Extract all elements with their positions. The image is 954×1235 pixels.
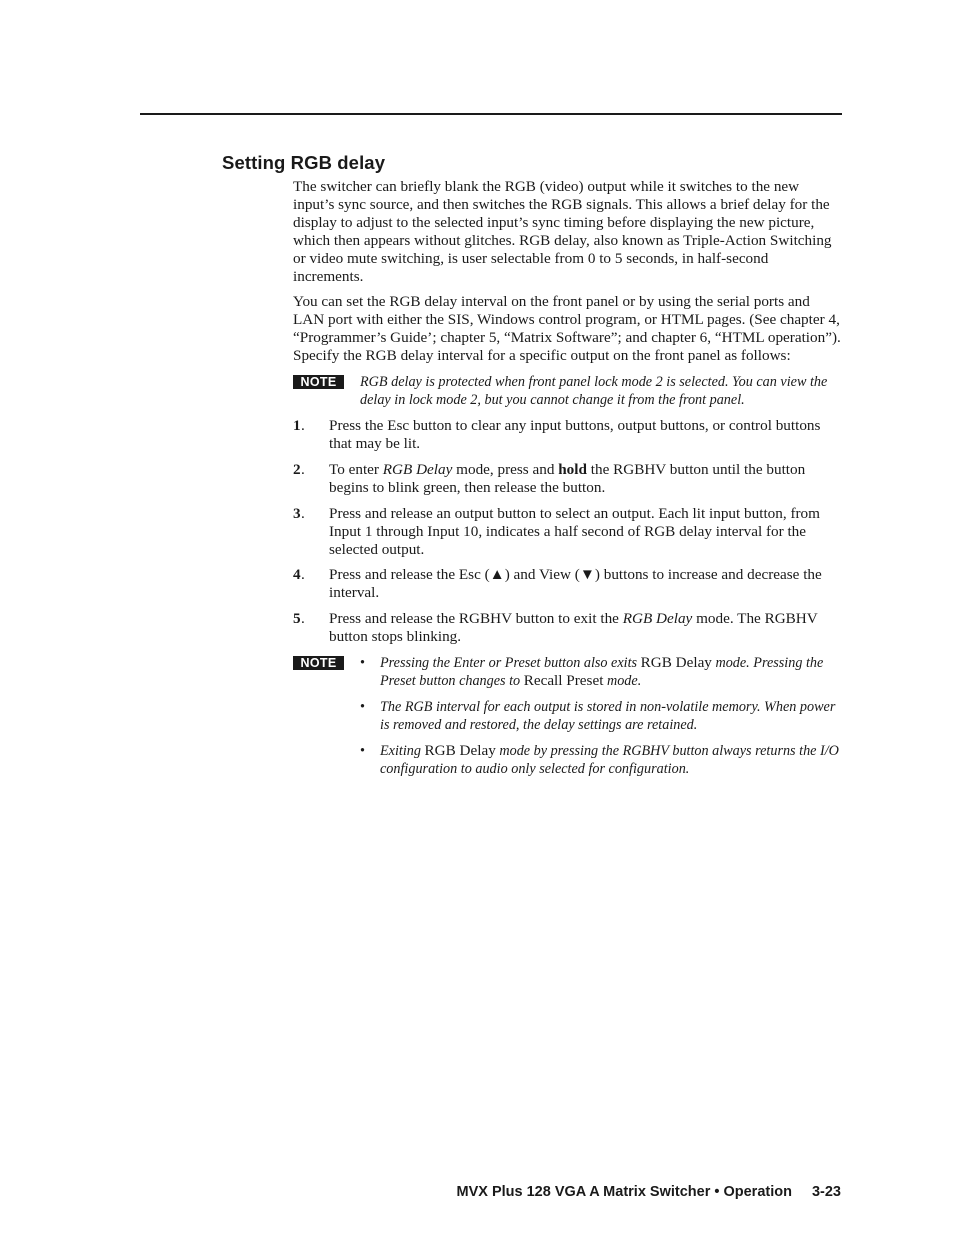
step-text: Press the Esc button to clear any input buttons, output buttons, or control buttons that may be lit. [329,417,821,452]
note-bullet [360,742,841,778]
step-number: 2 [293,460,301,478]
step-text: Press and release the Esc (▲) and View (▼) buttons to increase and decrease the interval. [329,566,822,602]
mode-name: RGB Delay [640,654,712,672]
step-item [293,610,841,646]
step-number: 3 [293,504,301,522]
note-mode-behavior [293,654,841,778]
mode-name: RGB Delay [622,610,693,628]
step-number-dot: . [301,610,305,628]
note-bullet [360,698,841,734]
bullet-icon: • [360,743,365,760]
paragraph-intro: The switcher can briefly blank the RGB (video) output while it switches to the new input’s sync source, and then switches the RGB signals. This allows a brief delay for the display to adjust to the selected input’s sync timing before displaying the new picture, which then appears without glitches. RGB delay, also known as Triple-Action Switching or video mute switching, is user selectable from 0 to 5 seconds, in half-second increments. [293,178,832,285]
step-text-post: the RGBHV button until the button begins to blink green, then release the button. [329,460,806,496]
note-badge: NOTE [293,656,344,670]
step-number-dot: . [301,417,305,435]
note-text: RGB delay is protected when front panel lock mode 2 is selected. You can view the delay in lock mode 2, but you cannot change it from the front panel. [360,374,828,409]
bullet-text: The RGB interval for each output is stored in non-volatile memory. When power is removed and restored, the delay settings are retained. [380,699,836,734]
header-rule [140,113,842,115]
step-item [293,505,841,559]
step-emphasis: hold [558,460,587,478]
step-text: Press and release an output button to select an output. Each lit input button, from Input 1 through Input 10, indicates a half second of RGB delay interval for the selected output. [329,504,820,558]
step-item [293,461,841,497]
bullet-text: Pressing the Enter or Preset button also exits [380,655,641,672]
step-number: 1 [293,417,301,435]
bullet-text: mode by pressing the RGBHV button always returns the I/O configuration to audio only selected for configuration. [380,743,839,778]
bullet-text: Exiting [380,743,425,760]
step-item [293,417,841,453]
mode-name: RGB Delay [424,742,496,760]
step-number-dot: . [301,504,305,522]
page-footer [457,1184,841,1200]
bullet-text: mode. [603,673,642,690]
step-text-mid: mode, press and [452,460,559,478]
step-number-dot: . [301,566,305,584]
body-text [293,178,841,786]
step-item [293,566,841,602]
note-bullets [360,654,841,778]
step-text-post: mode. The RGBHV button stops blinking. [329,610,818,646]
steps-list [293,417,841,646]
step-number: 5 [293,610,301,628]
step-number-dot: . [301,460,305,478]
note-badge: NOTE [293,375,344,389]
step-number: 4 [293,566,301,584]
step-text-pre: Press and release the RGBHV button to exit the [329,610,623,628]
note-lock-mode [293,373,841,409]
mode-name: RGB Delay [382,460,453,478]
bullet-icon: • [360,699,365,716]
bullet-icon: • [360,655,365,672]
step-text-pre: To enter [329,460,383,478]
paragraph-methods: You can set the RGB delay interval on the front panel or by using the serial ports and LAN port with either the SIS, Windows control program, or HTML pages. (See chapter 4, “Programmer’s Guide’; chapter 5, “Matrix Software”; and chapter 6, “HTML operation”). Specify the RGB delay interval for a specific output on the front panel as follows: [293,293,841,365]
note-bullet [360,654,841,690]
mode-name: Recall Preset [523,672,604,690]
bullet-text: mode. Pressing the Preset button changes to [380,655,824,690]
section-title: Setting RGB delay [222,152,386,173]
footer-title: MVX Plus 128 VGA A Matrix Switcher • Operation [456,1184,792,1200]
page-number: 3-23 [811,1184,841,1200]
